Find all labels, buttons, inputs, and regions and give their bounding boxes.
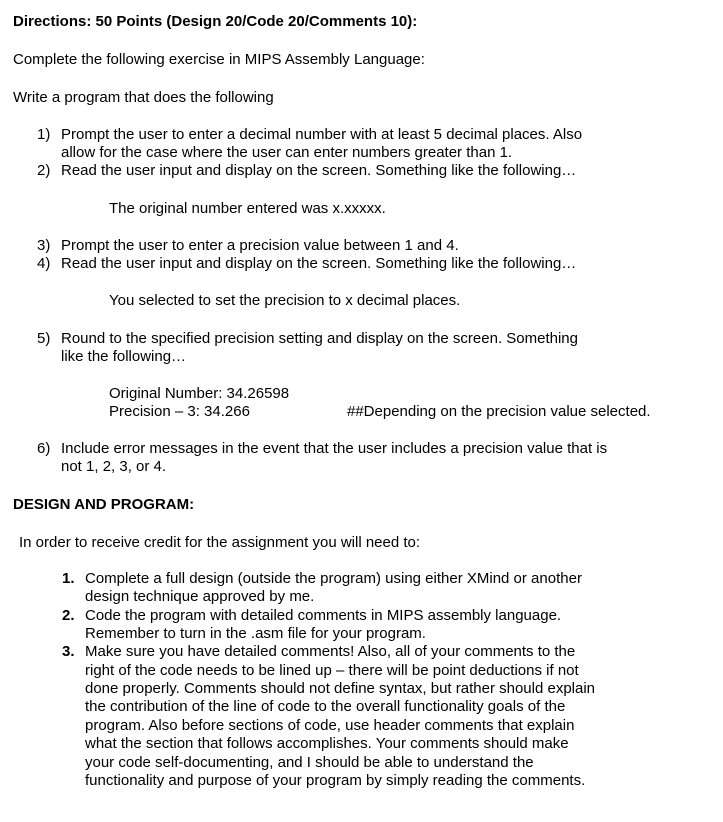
step-number: 4)	[37, 255, 51, 272]
step-text: Prompt the user to enter a decimal number with at least 5 decimal places. Also	[61, 126, 583, 143]
requirement-text: what the section that follows accomplishes. Your comments should make	[85, 735, 569, 752]
example-output-1: The original number entered was x.xxxxx.	[109, 200, 386, 217]
requirement-number: 3.	[62, 643, 75, 660]
requirement-text: done properly. Comments should not define syntax, but rather should explain	[85, 680, 596, 697]
step-text: allow for the case where the user can enter numbers greater than 1.	[61, 144, 513, 161]
step-number: 2)	[37, 162, 51, 179]
requirement-text: right of the code needs to be lined up – there will be point deductions if not	[85, 662, 579, 679]
intro-line-2: Write a program that does the following	[13, 89, 274, 106]
requirement-text: your code self-documenting, and I should be able to understand the	[85, 754, 534, 771]
step-text: Include error messages in the event that the user includes a precision value that is	[61, 440, 608, 457]
directions-heading: Directions: 50 Points (Design 20/Code 20/Comments 10):	[13, 13, 418, 30]
step-text: Read the user input and display on the screen. Something like the following…	[61, 162, 577, 179]
example-original-number: Original Number: 34.26598	[109, 385, 290, 402]
requirement-text: program. Also before sections of code, use header comments that explain	[85, 717, 575, 734]
step-text: Prompt the user to enter a precision value between 1 and 4.	[61, 237, 459, 254]
credit-intro: In order to receive credit for the assignment you will need to:	[19, 534, 421, 551]
step-text: not 1, 2, 3, or 4.	[61, 458, 167, 475]
step-number: 1)	[37, 126, 51, 143]
step-text: Read the user input and display on the screen. Something like the following…	[61, 255, 577, 272]
requirement-number: 2.	[62, 607, 75, 624]
requirement-text: design technique approved by me.	[85, 588, 315, 605]
requirement-text: Make sure you have detailed comments! Also, all of your comments to the	[85, 643, 576, 660]
requirement-text: Remember to turn in the .asm file for your program.	[85, 625, 426, 642]
example-comment: ##Depending on the precision value selected.	[347, 403, 651, 420]
requirement-text: Code the program with detailed comments in MIPS assembly language.	[85, 607, 562, 624]
requirement-text: the contribution of the line of code to the overall functionality goals of the	[85, 698, 566, 715]
requirement-text: Complete a full design (outside the program) using either XMind or another	[85, 570, 582, 587]
step-number: 3)	[37, 237, 51, 254]
design-heading: DESIGN AND PROGRAM:	[13, 496, 195, 513]
example-output-2: You selected to set the precision to x decimal places.	[109, 292, 461, 309]
step-number: 6)	[37, 440, 51, 457]
step-number: 5)	[37, 330, 51, 347]
step-text: like the following…	[61, 348, 187, 365]
requirement-text: functionality and purpose of your program by simply reading the comments.	[85, 772, 586, 789]
example-precision-result: Precision – 3: 34.266	[109, 403, 250, 420]
step-text: Round to the specified precision setting and display on the screen. Something	[61, 330, 578, 347]
intro-line-1: Complete the following exercise in MIPS Assembly Language:	[13, 51, 425, 68]
requirement-number: 1.	[62, 570, 75, 587]
